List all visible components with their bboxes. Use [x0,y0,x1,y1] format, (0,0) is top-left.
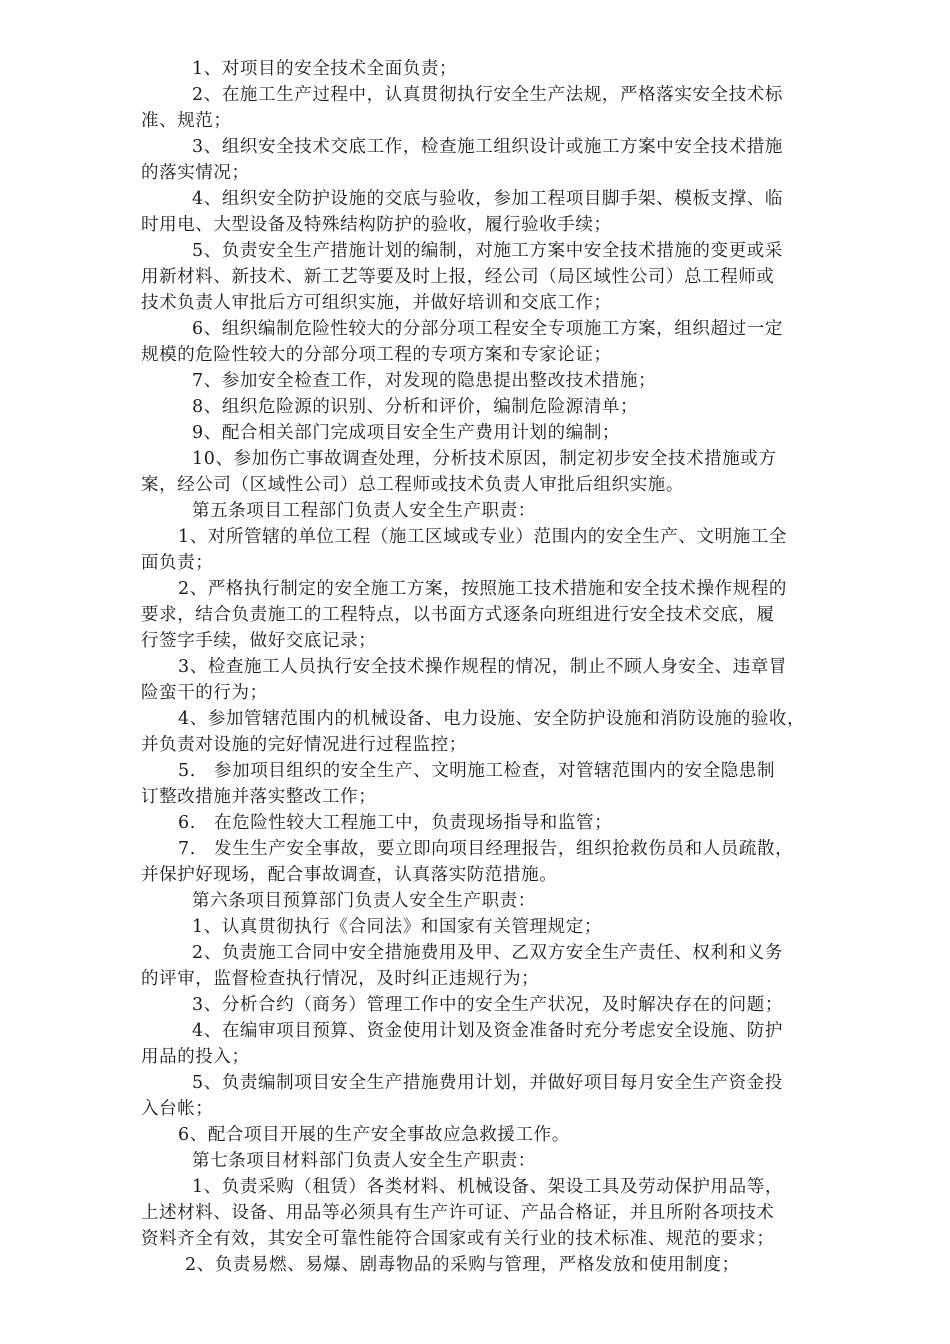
text-line: 6. 在危险性较大工程施工中，负责现场指导和监管； [178,813,613,833]
text-line: 要求，结合负责施工的工程特点，以书面方式逐条向班组进行安全技术交底，履 [141,605,775,625]
text-line: 6、配合项目开展的生产安全事故应急救援工作。 [178,1125,570,1145]
text-line: 5、负责编制项目安全生产措施费用计划，并做好项目每月安全生产资金投 [192,1073,783,1093]
text-line: 2、在施工生产过程中，认真贯彻执行安全生产法规，严格落实安全技术标 [192,85,783,105]
text-line: 险蛮干的行为； [141,683,268,703]
text-line: 规模的危险性较大的分部分项工程的专项方案和专家论证； [141,345,612,365]
text-line: 3、检查施工人员执行安全技术操作规程的情况，制止不顾人身安全、违章冒 [178,657,788,677]
text-line: 10、参加伤亡事故调查处理，分析技术原因，制定初步安全技术措施或方 [192,449,777,469]
text-line: 资料齐全有效，其安全可靠性能符合国家或有关行业的技术标准、规范的要求； [141,1229,775,1249]
text-line: 1、负责采购（租赁）各类材料、机械设备、架设工具及劳动保护用品等， [192,1177,783,1197]
text-line: 1、对所管辖的单位工程（施工区域或专业）范围内的安全生产、文明施工全 [178,527,788,547]
text-line: 的落实情况； [141,163,250,183]
text-line: 用品的投入； [141,1047,250,1067]
text-line: 2、严格执行制定的安全施工方案，按照施工技术措施和安全技术操作规程的 [178,579,788,599]
text-line: 行签字手续，做好交底记录； [141,631,377,651]
text-line: 4、在编审项目预算、资金使用计划及资金准备时充分考虑安全设施、防护 [192,1021,783,1041]
section-heading: 第七条项目材料部门负责人安全生产职责： [192,1151,536,1171]
text-line: 案，经公司（区域性公司）总工程师或技术负责人审批后组织实施。 [141,475,684,495]
text-line: 并负责对设施的完好情况进行过程监控； [141,735,467,755]
text-line: 4、组织安全防护设施的交底与验收，参加工程项目脚手架、模板支撑、临 [192,189,783,209]
section-heading: 第六条项目预算部门负责人安全生产职责： [192,891,536,911]
text-line: 时用电、大型设备及特殊结构防护的验收，履行验收手续； [141,215,612,235]
text-line: 7、参加安全检查工作，对发现的隐患提出整改技术措施； [192,371,657,391]
text-line: 1、对项目的安全技术全面负责； [192,59,458,79]
text-line: 3、分析合约（商务）管理工作中的安全生产状况，及时解决存在的问题； [192,995,783,1015]
text-line: 并保护好现场，配合事故调查，认真落实防范措施。 [141,865,558,885]
text-line: 1、认真贯彻执行《合同法》和国家有关管理规定； [192,917,602,937]
text-line: 9、配合相关部门完成项目安全生产费用计划的编制； [192,423,621,443]
text-line: 入台帐； [141,1099,214,1119]
text-line: 用新材料、新技术、新工艺等要及时上报，经公司（局区域性公司）总工程师或 [141,267,775,287]
text-line: 2、负责易燃、易爆、剧毒物品的采购与管理，严格发放和使用制度； [185,1255,740,1275]
text-line: 订整改措施并落实整改工作； [141,787,377,807]
text-line: 4、参加管辖范围内的机械设备、电力设施、安全防护设施和消防设施的验收， [178,709,806,729]
text-line: 3、组织安全技术交底工作，检查施工组织设计或施工方案中安全技术措施 [192,137,783,157]
text-line: 上述材料、设备、用品等必须具有生产许可证、产品合格证，并且所附各项技术 [141,1203,775,1223]
text-line: 准、规范； [141,111,232,131]
text-line: 7. 发生生产安全事故，要立即向项目经理报告，组织抢救伤员和人员疏散， [178,839,794,859]
text-line: 8、组织危险源的识别、分析和评价，编制危险源清单； [192,397,639,417]
text-line: 的评审，监督检查执行情况，及时纠正违规行为； [141,969,540,989]
text-line: 5. 参加项目组织的安全生产、文明施工检查，对管辖范围内的安全隐患制 [178,761,776,781]
text-line: 5、负责安全生产措施计划的编制，对施工方案中安全技术措施的变更或采 [192,241,783,261]
text-line: 6、组织编制危险性较大的分部分项工程安全专项施工方案，组织超过一定 [192,319,783,339]
text-line: 面负责； [141,553,214,573]
section-heading: 第五条项目工程部门负责人安全生产职责： [192,501,536,521]
text-line: 2、负责施工合同中安全措施费用及甲、乙双方安全生产责任、权利和义务 [192,943,783,963]
text-line: 技术负责人审批后方可组织实施，并做好培训和交底工作； [141,293,612,313]
